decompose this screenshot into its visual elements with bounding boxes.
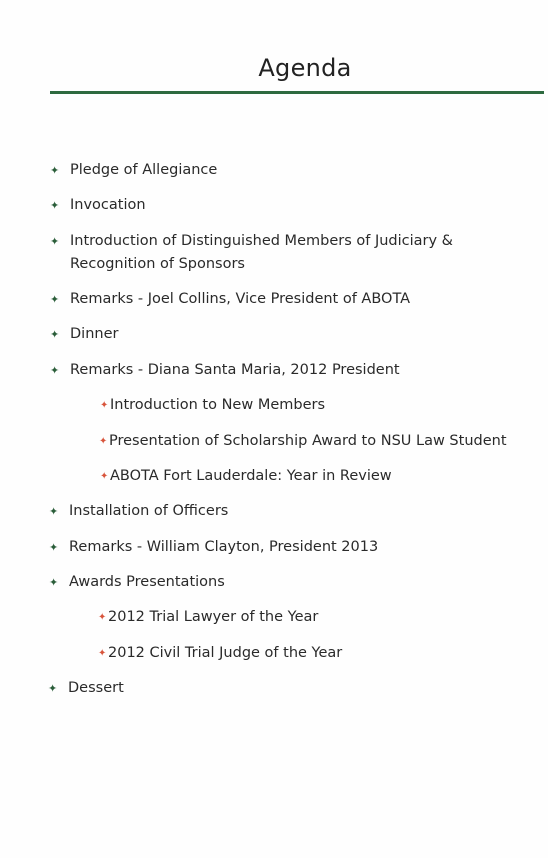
agenda-subitem-label: ABOTA Fort Lauderdale: Year in Review [110, 468, 392, 484]
star-bullet-icon: ✦ [48, 682, 58, 695]
agenda-item-label: Pledge of Allegiance [70, 162, 218, 178]
star-bullet-icon: ✦ [98, 648, 107, 659]
star-bullet-icon: ✦ [49, 505, 59, 518]
agenda-item-label: Remarks - Joel Collins, Vice President of ABOTA [70, 291, 411, 307]
star-bullet-icon: ✦ [50, 164, 60, 177]
agenda-item-label: Dessert [68, 680, 124, 696]
page-title: Agenda [258, 54, 352, 82]
star-bullet-icon: ✦ [99, 436, 108, 447]
star-bullet-icon: ✦ [98, 612, 107, 623]
star-bullet-icon: ✦ [49, 576, 59, 589]
star-bullet-icon: ✦ [50, 235, 60, 248]
agenda-subitem-label: 2012 Civil Trial Judge of the Year [108, 645, 343, 661]
star-bullet-icon: ✦ [50, 364, 60, 377]
star-bullet-icon: ✦ [49, 541, 59, 554]
star-bullet-icon: ✦ [50, 293, 60, 306]
agenda-item-label: Awards Presentations [69, 574, 225, 590]
star-bullet-icon: ✦ [50, 199, 60, 212]
star-bullet-icon: ✦ [50, 328, 60, 341]
agenda-item-label: Dinner [70, 326, 119, 342]
agenda-item-label: Remarks - William Clayton, President 2013 [69, 539, 379, 555]
agenda-item-label-line2: Recognition of Sponsors [70, 256, 245, 272]
agenda-subitem-label: 2012 Trial Lawyer of the Year [108, 609, 319, 625]
agenda-item-label: Invocation [70, 197, 146, 213]
agenda-item-label: Installation of Officers [69, 503, 229, 519]
agenda-subitem-label: Introduction to New Members [110, 397, 326, 413]
agenda-item-label: Remarks - Diana Santa Maria, 2012 President [70, 362, 400, 378]
agenda-item-label: Introduction of Distinguished Members of Judiciary & [70, 233, 453, 249]
star-bullet-icon: ✦ [100, 400, 109, 411]
star-bullet-icon: ✦ [100, 471, 109, 482]
agenda-subitem-label: Presentation of Scholarship Award to NSU Law Student [109, 433, 507, 449]
